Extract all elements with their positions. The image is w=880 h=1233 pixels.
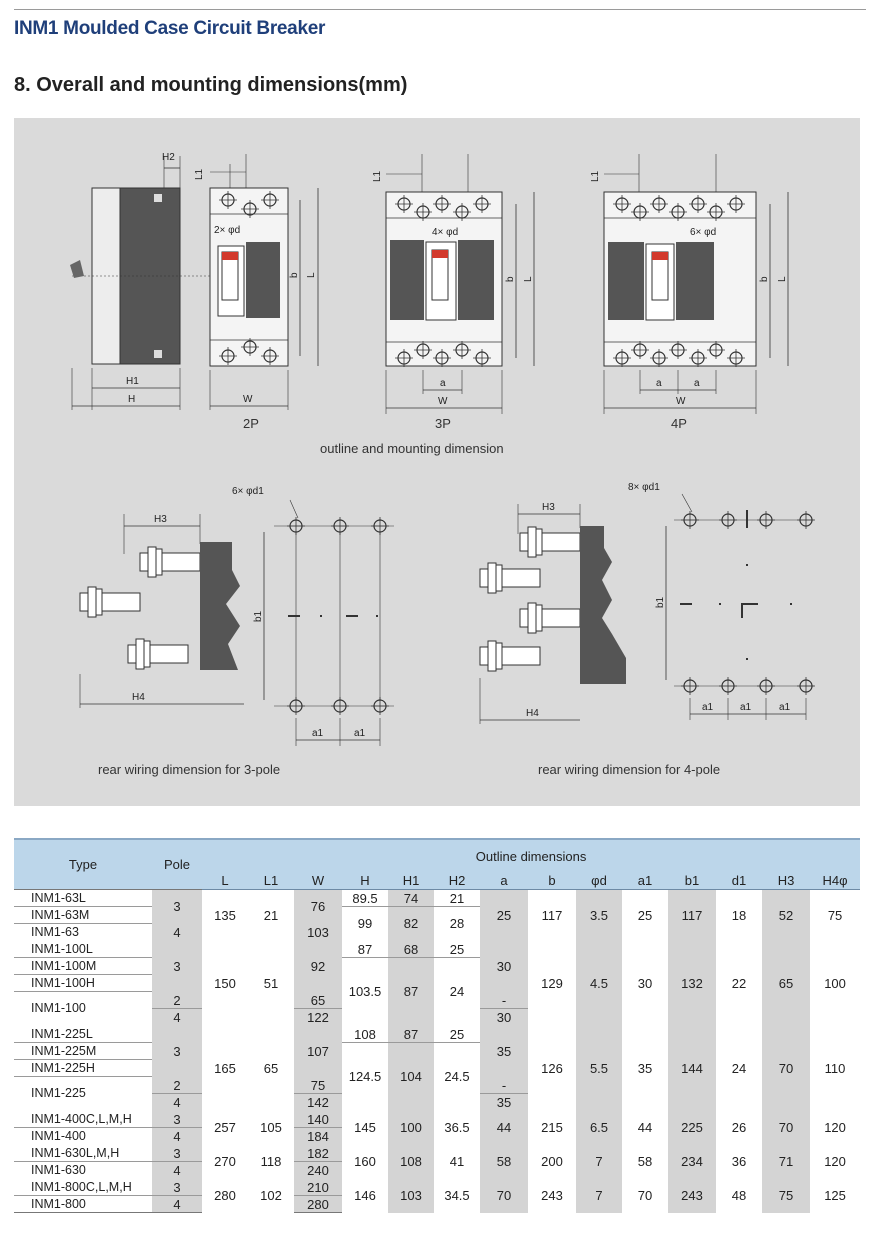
cell-phid: 4.5: [576, 941, 622, 1026]
cell-b1: 243: [668, 1179, 716, 1213]
pole-cell: 3: [152, 1111, 202, 1128]
dim-b-4p: b: [759, 276, 770, 282]
cell-phid: 5.5: [576, 1026, 622, 1111]
dim-b-3p: b: [505, 276, 516, 282]
cell-W: 210: [294, 1179, 342, 1196]
col-a: a: [480, 872, 528, 890]
dim-a1-3p-1: a1: [312, 728, 324, 739]
cell-H1: 82: [388, 907, 434, 941]
cell-H2: 24: [449, 984, 465, 999]
cell-H: 103.5: [348, 984, 382, 999]
cell-a: -: [480, 1077, 528, 1094]
table-row: [14, 890, 860, 907]
col-d1: d1: [716, 872, 762, 890]
type-cell: INM1-225M: [14, 1043, 152, 1060]
cell-H4: 125: [810, 1179, 860, 1213]
pole-header: Pole: [152, 839, 202, 890]
cell-H2: 25: [434, 941, 480, 958]
cell-L1: 21: [248, 890, 294, 941]
cell-b1: 144: [668, 1026, 716, 1111]
drawing-svg: [14, 118, 860, 806]
col-H: H: [342, 872, 388, 890]
cell-H4: 100: [810, 941, 860, 1026]
caption-2p: 2P: [243, 416, 259, 431]
cell-a1: 70: [622, 1179, 668, 1213]
dim-a1-3p-2: a1: [354, 728, 366, 739]
col-L1: L1: [248, 872, 294, 890]
dim-W-4p: W: [676, 396, 686, 407]
dim-W-3p: W: [438, 396, 448, 407]
cell-W: 65: [294, 992, 342, 1009]
side-view: [70, 152, 210, 410]
dim-L-4p: L: [777, 276, 788, 282]
col-phid: φd: [576, 872, 622, 890]
cell-b1: 117: [668, 890, 716, 941]
cell-H2: 25: [434, 1026, 480, 1043]
rear-wiring-3pole: [80, 486, 394, 746]
cell-H: 160: [342, 1145, 388, 1179]
cell-H: 87: [342, 941, 388, 958]
cell-d1: 48: [716, 1179, 762, 1213]
cell-L: 257: [202, 1111, 248, 1145]
cell-a1: 58: [622, 1145, 668, 1179]
cell-H4: 120: [810, 1145, 860, 1179]
cell-phid: 3.5: [576, 890, 622, 941]
top-rule: [14, 9, 866, 10]
cell-W: 182: [294, 1145, 342, 1162]
rear-wiring-4pole: [480, 482, 815, 724]
cell-H: 146: [342, 1179, 388, 1213]
col-a1: a1: [622, 872, 668, 890]
dim-b-2p: b: [289, 272, 300, 278]
cell-H4: 110: [810, 1026, 860, 1111]
dim-b1-4p: b1: [655, 596, 666, 608]
cell-H2: 41: [434, 1145, 480, 1179]
cell-a1: 30: [622, 941, 668, 1026]
cell-W: 76: [294, 890, 342, 924]
cell-a: 44: [480, 1111, 528, 1145]
type-cell: INM1-100H: [14, 975, 152, 992]
cell-H3: 71: [762, 1145, 810, 1179]
cell-H1: 103: [388, 1179, 434, 1213]
cell-W: 92: [294, 941, 342, 992]
type-cell: INM1-400C,L,M,H: [14, 1111, 152, 1128]
pole-cell: 3: [152, 1026, 202, 1077]
cell-L: 165: [202, 1026, 248, 1111]
col-H2: H2: [434, 872, 480, 890]
table-row: [14, 1026, 860, 1043]
cell-b1: 225: [668, 1111, 716, 1145]
cell-H1: 104: [388, 1043, 434, 1111]
type-cell: INM1-800C,L,M,H: [14, 1179, 152, 1196]
col-b1: b1: [668, 872, 716, 890]
dim-a1-4p-1: a1: [702, 702, 714, 713]
cell-L1: 118: [248, 1145, 294, 1179]
cell-H1: 87: [388, 1026, 434, 1043]
caption-4p: 4P: [671, 416, 687, 431]
rear-holes-4p: 8× φd1: [628, 482, 660, 493]
front-view-4p: [590, 154, 788, 431]
cell-W: 107: [294, 1026, 342, 1077]
cell-W: 142: [294, 1094, 342, 1111]
dimensions-table-wrap: [14, 838, 860, 1213]
dim-a-4p-1: a: [656, 378, 662, 389]
dimensions-table: [14, 838, 860, 1213]
cell-phid: 7: [576, 1179, 622, 1213]
col-b: b: [528, 872, 576, 890]
dim-L1-3p: L1: [372, 170, 383, 182]
cell-H: 145: [342, 1111, 388, 1145]
caption-rear4: rear wiring dimension for 4-pole: [538, 762, 721, 777]
pole-cell: 4: [152, 1009, 202, 1026]
cell-H3: 75: [762, 1179, 810, 1213]
dim-b1-3p: b1: [253, 610, 264, 622]
cell-W: 240: [294, 1162, 342, 1179]
type-cell: INM1-63M: [14, 907, 152, 924]
type-cell: INM1-225: [31, 1086, 86, 1100]
type-cell: INM1-400: [31, 1128, 86, 1143]
dim-L-3p: L: [523, 276, 534, 282]
section-title: 8. Overall and mounting dimensions(mm): [14, 74, 408, 96]
type-cell: INM1-225L: [14, 1026, 152, 1043]
cell-W: 184: [294, 1128, 342, 1145]
cell-L1: 105: [248, 1111, 294, 1145]
dim-H2: H2: [162, 152, 175, 163]
cell-b: 243: [528, 1179, 576, 1213]
type-cell: INM1-800: [14, 1196, 152, 1213]
dim-L1-4p: L1: [590, 170, 601, 182]
pole-cell: 4: [152, 1128, 202, 1145]
table-row: [14, 1179, 860, 1196]
dim-L1-2p: L1: [194, 168, 205, 180]
caption-rear3: rear wiring dimension for 3-pole: [98, 762, 281, 777]
cell-L: 150: [202, 941, 248, 1026]
cell-W: 75: [294, 1077, 342, 1094]
outline-dimensions-header: Outline dimensions: [202, 839, 860, 872]
cell-d1: 26: [716, 1111, 762, 1145]
cell-d1: 24: [716, 1026, 762, 1111]
dim-a1-4p-2: a1: [740, 702, 752, 713]
type-cell: INM1-225H: [14, 1060, 152, 1077]
col-H4: H4φ: [810, 872, 860, 890]
cell-L1: 102: [248, 1179, 294, 1213]
holes-3p: 4× φd: [432, 227, 459, 238]
cell-b: 200: [528, 1145, 576, 1179]
cell-b: 129: [528, 941, 576, 1026]
cell-d1: 22: [716, 941, 762, 1026]
dim-H3-4p: H3: [542, 502, 555, 513]
cell-d1: 36: [716, 1145, 762, 1179]
cell-a: 58: [480, 1145, 528, 1179]
holes-2p: 2× φd: [214, 225, 241, 236]
front-view-2p: [194, 154, 318, 431]
cell-a: 30: [480, 941, 528, 992]
col-H1: H1: [388, 872, 434, 890]
rear-holes-3p: 6× φd1: [232, 486, 264, 497]
pole-cell: 2: [152, 992, 202, 1009]
cell-b: 215: [528, 1111, 576, 1145]
cell-H2: 36.5: [434, 1111, 480, 1145]
cell-H3: 65: [762, 941, 810, 1026]
cell-H3: 70: [762, 1111, 810, 1145]
col-H3: H3: [762, 872, 810, 890]
cell-b1: 132: [668, 941, 716, 1026]
cell-phid: 7: [576, 1145, 622, 1179]
type-header: Type: [14, 839, 152, 890]
cell-H2: 24.5: [444, 1069, 470, 1084]
dim-a-3p: a: [440, 378, 446, 389]
dim-a1-4p-3: a1: [779, 702, 791, 713]
pole-cell: 3: [152, 1145, 202, 1162]
cell-H3: 70: [762, 1026, 810, 1111]
pole-cell: 4: [152, 1196, 202, 1213]
dim-W-2p: W: [243, 394, 253, 405]
pole-cell: 2: [152, 1077, 202, 1094]
cell-a: 35: [480, 1094, 528, 1111]
cell-H2: 21: [434, 890, 480, 907]
table-row: [14, 941, 860, 958]
dim-a-4p-2: a: [694, 378, 700, 389]
pole-cell: 4: [152, 1094, 202, 1111]
dim-L-2p: L: [306, 272, 317, 278]
cell-L: 270: [202, 1145, 248, 1179]
cell-H4: 75: [810, 890, 860, 941]
cell-H3: 52: [762, 890, 810, 941]
holes-4p: 6× φd: [690, 227, 717, 238]
cell-H2: 34.5: [434, 1179, 480, 1213]
cell-L: 280: [202, 1179, 248, 1213]
caption-outline: outline and mounting dimension: [320, 441, 504, 456]
cell-a: 70: [480, 1179, 528, 1213]
type-cell: INM1-100: [31, 1001, 86, 1015]
dim-H3-3p: H3: [154, 514, 167, 525]
pole-cell: 3: [152, 890, 202, 924]
cell-H: 124.5: [348, 1069, 382, 1084]
cell-H4: 120: [810, 1111, 860, 1145]
dim-H4-4p: H4: [526, 708, 539, 719]
cell-phid: 6.5: [576, 1111, 622, 1145]
type-cell: INM1-630L,M,H: [14, 1145, 152, 1162]
type-cell: INM1-63: [31, 924, 79, 939]
cell-a: 35: [480, 1026, 528, 1077]
dim-H1: H1: [126, 376, 139, 387]
cell-a: 25: [480, 890, 528, 941]
type-cell: INM1-100L: [14, 941, 152, 958]
cell-H1: 108: [388, 1145, 434, 1179]
front-view-3p: [372, 154, 534, 431]
pole-cell: 3: [152, 1179, 202, 1196]
cell-W: 103: [294, 924, 342, 941]
col-L: L: [202, 872, 248, 890]
cell-W: 140: [294, 1111, 342, 1128]
type-cell: INM1-630: [31, 1162, 86, 1177]
cell-H1: 87: [388, 958, 434, 1026]
pole-cell: 4: [152, 1162, 202, 1179]
cell-H2: 28: [449, 916, 465, 931]
cell-L1: 51: [248, 941, 294, 1026]
cell-a1: 35: [622, 1026, 668, 1111]
cell-W: 280: [294, 1196, 342, 1213]
caption-3p: 3P: [435, 416, 451, 431]
cell-H1: 74: [388, 890, 434, 907]
cell-a1: 44: [622, 1111, 668, 1145]
table-row: [14, 1111, 860, 1128]
dim-H4-3p: H4: [132, 692, 145, 703]
cell-b1: 234: [668, 1145, 716, 1179]
col-W: W: [294, 872, 342, 890]
table-row: [14, 1145, 860, 1162]
document-title: INM1 Moulded Case Circuit Breaker: [14, 18, 326, 39]
cell-d1: 18: [716, 890, 762, 941]
cell-H: 108: [342, 1026, 388, 1043]
cell-W: 122: [294, 1009, 342, 1026]
type-cell: INM1-100M: [14, 958, 152, 975]
cell-a: -: [480, 992, 528, 1009]
cell-H: 99: [357, 916, 373, 931]
cell-a1: 25: [622, 890, 668, 941]
cell-b: 117: [528, 890, 576, 941]
cell-H1: 100: [388, 1111, 434, 1145]
pole-cell: 4: [152, 924, 202, 941]
cell-a: 30: [480, 1009, 528, 1026]
dimension-drawing: [14, 118, 860, 806]
cell-H: 89.5: [342, 890, 388, 907]
cell-L: 135: [202, 890, 248, 941]
type-cell: INM1-63L: [14, 890, 152, 907]
pole-cell: 3: [152, 941, 202, 992]
cell-H1: 68: [388, 941, 434, 958]
dim-H: H: [128, 394, 136, 405]
cell-b: 126: [528, 1026, 576, 1111]
cell-L1: 65: [248, 1026, 294, 1111]
